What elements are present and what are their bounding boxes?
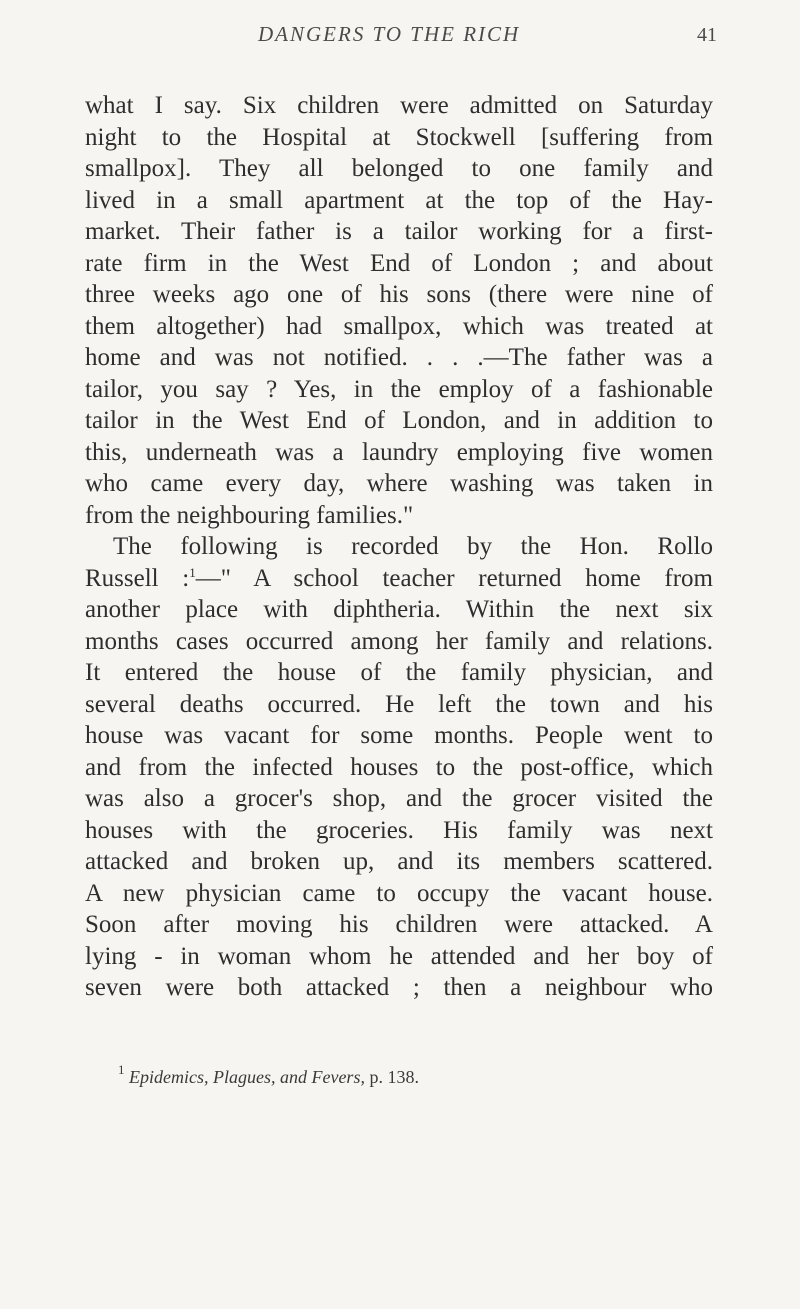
text-line: tailor, you say ? Yes, in the employ of a fashionable: [85, 375, 713, 403]
page-number: 41: [697, 24, 717, 46]
text-line: seven were both attacked ; then a neighbour who: [85, 974, 713, 1001]
text-line: smallpox]. They all belonged to one family and: [85, 155, 713, 182]
text-line: house was vacant for some months. People went to: [85, 722, 713, 749]
text-line: Soon after moving his children were attacked. A: [85, 911, 713, 938]
text-line: and from the infected houses to the post-office, which: [85, 753, 713, 781]
text-line: lived in a small apartment at the top of the Hay-: [85, 186, 713, 214]
text-line: night to the Hospital at Stockwell [suffering from: [85, 123, 713, 151]
text-line: three weeks ago one of his sons (there were nine of: [85, 281, 713, 308]
text-line: was also a grocer's shop, and the grocer visited the: [85, 785, 713, 812]
footnote-page-ref: p. 138.: [369, 1067, 419, 1087]
text-line: several deaths occurred. He left the town and his: [85, 690, 713, 718]
text-line: attacked and broken up, and its members scattered.: [85, 848, 713, 875]
text-line: tailor in the West End of London, and in addition to: [85, 407, 713, 434]
text-line: houses with the groceries. His family was next: [85, 816, 713, 844]
text-line: who came every day, where washing was taken in: [85, 470, 713, 497]
text-line: months cases occurred among her family and relations.: [85, 627, 713, 655]
text-line: rate firm in the West End of London ; and about: [85, 249, 713, 277]
body-text: [85, 90, 713, 1004]
text-fragment: —" A school teacher returned home from: [195, 564, 713, 592]
text-line-with-footnote: [85, 563, 713, 595]
text-fragment: Russell :: [85, 564, 190, 592]
text-line: home and was not notified. . . .—The father was a: [85, 344, 713, 371]
text-line: The following is recorded by the Hon. Rollo: [113, 533, 713, 560]
footnote-title: Epidemics, Plagues, and Fevers,: [129, 1067, 365, 1087]
text-line: this, underneath was a laundry employing five women: [85, 438, 713, 466]
footnote: [118, 1062, 419, 1088]
text-line: from the neighbouring families.": [85, 501, 414, 529]
running-title: DANGERS TO THE RICH: [258, 22, 521, 46]
text-line: lying - in woman whom he attended and her boy of: [85, 942, 713, 970]
text-line: what I say. Six children were admitted on Saturday: [85, 92, 713, 119]
text-line: another place with diphtheria. Within the next six: [85, 596, 713, 623]
text-line: market. Their father is a tailor working for a first-: [85, 218, 713, 245]
text-line: A new physician came to occupy the vacant house.: [85, 879, 713, 907]
text-line: It entered the house of the family physician, and: [85, 659, 713, 686]
footnote-reference: 1: [189, 564, 196, 580]
footnote-marker: 1: [118, 1062, 125, 1077]
text-line: them altogether) had smallpox, which was treated at: [85, 312, 713, 340]
